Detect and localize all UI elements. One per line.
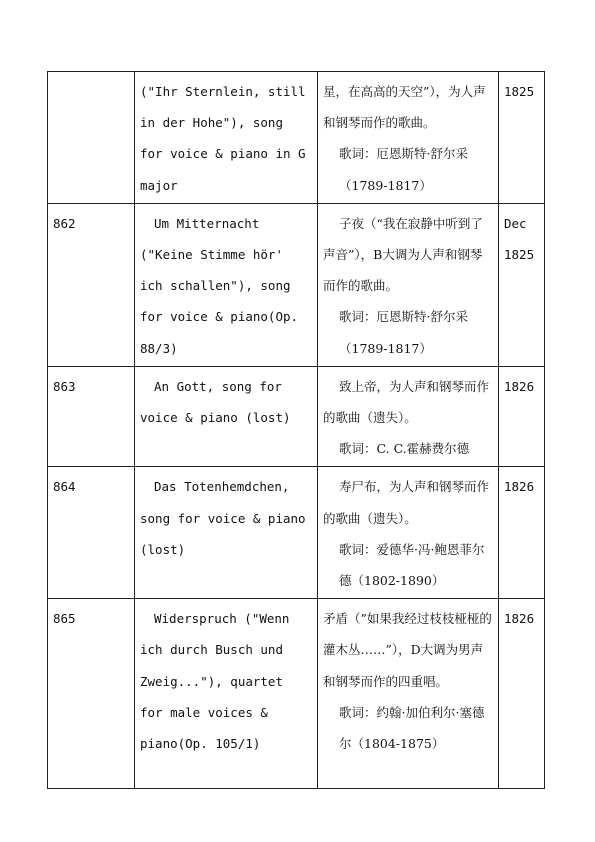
catalog-number: 865 xyxy=(48,599,135,789)
work-title-text: Widerspruch ("Wenn ich durch Busch und Zweig..."), quartet for male voices & piano(Op. 105/1) xyxy=(140,611,290,752)
description-text: 星，在高高的天空”），为人声和钢琴而作的歌曲。 xyxy=(323,84,486,131)
work-description xyxy=(318,467,499,599)
table-row xyxy=(48,467,545,599)
description-text: 寿尸布，为人声和钢琴而作的歌曲（遗失）。 xyxy=(323,479,490,526)
lyricist-text: 歌词：厄恩斯特·舒尔采（1789-1817） xyxy=(339,146,468,193)
work-description xyxy=(318,203,499,366)
composition-date: 1826 xyxy=(499,366,545,467)
work-description xyxy=(318,366,499,467)
work-title: ("Ihr Sternlein, still in der Hohe"), song for voice & piano in G major xyxy=(135,72,318,204)
table-row xyxy=(48,599,545,789)
catalog-number: 863 xyxy=(48,366,135,467)
work-description xyxy=(318,72,499,204)
catalog-table xyxy=(47,71,545,789)
catalog-number: 862 xyxy=(48,203,135,366)
work-title xyxy=(135,599,318,789)
description-text: 矛盾（”如果我经过枝枝桠桠的灌木丛……”），D大调为男声和钢琴而作的四重唱。 xyxy=(323,611,492,689)
table-row xyxy=(48,203,545,366)
work-title xyxy=(135,467,318,599)
description-text: 子夜（“我在寂静中听到了声音”），B大调为人声和钢琴而作的歌曲。 xyxy=(323,215,483,294)
lyricist-text: 歌词：爱德华·冯·鲍恩菲尔德（1802-1890） xyxy=(339,541,485,589)
work-title-text: An Gott, song for voice & piano (lost) xyxy=(140,378,291,426)
composition-date: 1825 xyxy=(499,72,545,204)
lyricist-text: 歌词：C. C.霍赫费尔德 xyxy=(339,441,470,457)
catalog-number: 864 xyxy=(48,467,135,599)
work-title xyxy=(135,366,318,467)
composition-date: 1826 xyxy=(499,599,545,789)
description-text: 致上帝，为人声和钢琴而作的歌曲（遗失）。 xyxy=(323,378,490,426)
work-title xyxy=(135,203,318,366)
composition-date: Dec 1825 xyxy=(499,203,545,366)
lyricist-text: 歌词：厄恩斯特·舒尔采（1789-1817） xyxy=(339,309,468,356)
work-title-text: Um Mitternacht ("Keine Stimme hör' ich schallen"), song for voice & piano(Op. 88/3) xyxy=(140,215,299,356)
lyricist-text: 歌词：约翰·加伯利尔·塞德尔（1804-1875） xyxy=(339,704,485,752)
table-row xyxy=(48,366,545,467)
composition-date: 1826 xyxy=(499,467,545,599)
work-description xyxy=(318,599,499,789)
catalog-number xyxy=(48,72,135,204)
work-title-text: Das Totenhemdchen, song for voice & piano (lost) xyxy=(140,479,306,557)
table-row xyxy=(48,72,545,204)
